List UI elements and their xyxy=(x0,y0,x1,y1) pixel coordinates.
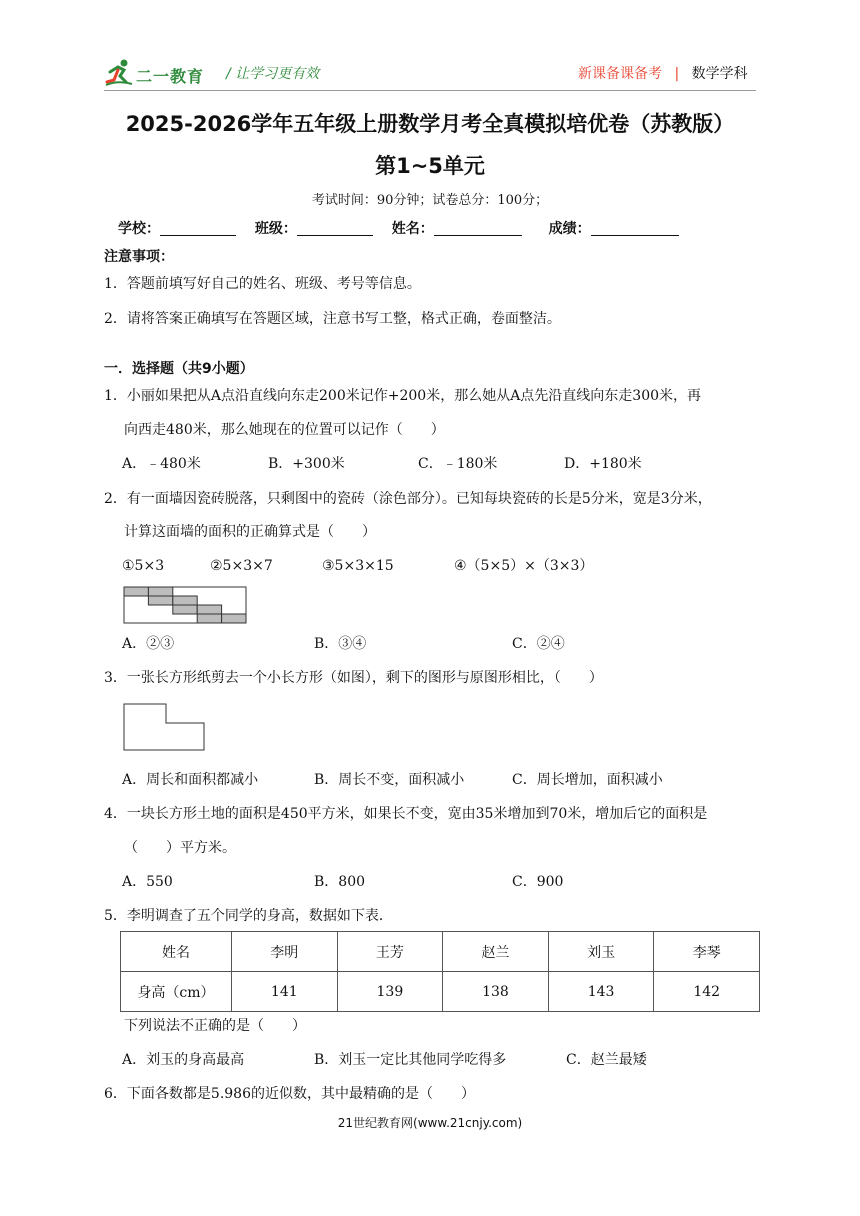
q5-option-c[interactable]: C．赵兰最矮 xyxy=(566,1052,647,1068)
q4-option-a[interactable]: A．550 xyxy=(122,874,173,890)
student-fields xyxy=(118,218,679,238)
q1-option-a[interactable]: A．﹣480米 xyxy=(122,456,201,472)
table-cell: 142 xyxy=(654,972,760,1012)
q5-stem: 5．李明调查了五个同学的身高，数据如下表． xyxy=(104,908,393,924)
table-cell: 139 xyxy=(337,972,443,1012)
q4-stem-cont: （ ）平方米。 xyxy=(124,840,236,856)
tile-shaded xyxy=(124,587,148,596)
slogan: / 让学习更有效 xyxy=(226,66,320,82)
score-label: 成绩： xyxy=(548,221,591,237)
page-footer: 21世纪教育网(www.21cnjy.com) xyxy=(337,1116,523,1130)
q4-option-c[interactable]: C．900 xyxy=(512,874,564,890)
table-header-cell: 刘玉 xyxy=(548,932,654,972)
school-label: 学校： xyxy=(118,221,160,237)
q3-option-b[interactable]: B．周长不变，面积减小 xyxy=(314,772,465,788)
logo xyxy=(104,58,214,88)
q1-option-b[interactable]: B．+300米 xyxy=(268,456,345,472)
cut-rectangle-figure xyxy=(123,703,205,751)
note-item: 2．请将答案正确填写在答题区域，注意书写工整，格式正确，卷面整洁。 xyxy=(104,311,561,327)
q2-formula: ②5×3×7 xyxy=(210,558,273,574)
q3-option-c[interactable]: C．周长增加，面积减小 xyxy=(512,772,663,788)
class-label: 班级： xyxy=(254,221,297,237)
name-field[interactable] xyxy=(434,221,522,236)
class-field[interactable] xyxy=(297,221,373,236)
header-subject: 数学学科 xyxy=(691,66,748,82)
table-row-label: 身高（cm） xyxy=(121,972,232,1012)
table-header-cell: 王芳 xyxy=(337,932,443,972)
name-label: 姓名： xyxy=(391,221,434,237)
tile-shaded xyxy=(148,587,172,596)
school-field[interactable] xyxy=(160,221,236,236)
tile-shaded xyxy=(197,614,221,623)
q2-formula: ④（5×5）×（3×3） xyxy=(454,558,594,574)
q1-stem: 1．小丽如果把从A点沿直线向东走200米记作+200米，那么她从A点先沿直线向东走300米，再 xyxy=(104,388,702,404)
table-header-cell: 姓名 xyxy=(121,932,232,972)
q5-option-a[interactable]: A．刘玉的身高最高 xyxy=(122,1052,245,1068)
page-subtitle: 第1~5单元 xyxy=(375,154,485,178)
tile-shaded xyxy=(222,614,246,623)
exam-info: 考试时间：90分钟；试卷总分：100分； xyxy=(311,193,549,208)
q3-option-a[interactable]: A．周长和面积都减小 xyxy=(122,772,259,788)
notes-heading: 注意事项： xyxy=(104,249,174,265)
table-cell: 138 xyxy=(443,972,549,1012)
tile-shaded xyxy=(148,596,172,605)
q4-stem: 4．一块长方形土地的面积是450平方米，如果长不变，宽由35米增加到70米，增加后它的面积是 xyxy=(104,806,708,822)
q2-option-a[interactable]: A．②③ xyxy=(122,636,175,652)
tile-shaded xyxy=(173,605,197,614)
header-rule xyxy=(104,90,756,91)
q1-option-d[interactable]: D．+180米 xyxy=(564,456,642,472)
section-heading: 一．选择题（共9小题） xyxy=(104,361,254,377)
q5-option-b[interactable]: B．刘玉一定比其他同学吃得多 xyxy=(314,1052,507,1068)
header-divider: | xyxy=(674,66,680,82)
q2-stem-cont: 计算这面墙的面积的正确算式是（ ） xyxy=(124,524,376,540)
table-row xyxy=(121,932,760,972)
q2-stem: 2．有一面墙因瓷砖脱落，只剩图中的瓷砖（涂色部分）。已知每块瓷砖的长是5分米，宽是3分米， xyxy=(104,491,712,507)
q2-option-b[interactable]: B．③④ xyxy=(314,636,367,652)
score-field[interactable] xyxy=(591,221,679,236)
logo-text: 二一教育 xyxy=(136,67,205,86)
q1-stem-cont: 向西走480米，那么她现在的位置可以记作（ ） xyxy=(124,422,445,438)
header-right-label: 新课备课备考 xyxy=(578,66,662,82)
tile-shaded xyxy=(173,596,197,605)
q2-option-c[interactable]: C．②④ xyxy=(512,636,565,652)
table-cell: 141 xyxy=(232,972,338,1012)
q3-stem: 3．一张长方形纸剪去一个小长方形（如图），剩下的图形与原图形相比，（ ） xyxy=(104,670,603,686)
q5-prompt: 下列说法不正确的是（ ） xyxy=(124,1018,306,1034)
table-header-cell: 李琴 xyxy=(654,932,760,972)
q1-option-c[interactable]: C．﹣180米 xyxy=(418,456,498,472)
runner-logo-icon xyxy=(104,58,134,88)
height-table xyxy=(120,931,760,1012)
q2-formula: ③5×3×15 xyxy=(322,558,394,574)
q2-formula: ①5×3 xyxy=(122,558,165,574)
header-right xyxy=(578,63,748,83)
tile-shaded xyxy=(197,605,221,614)
q6-stem: 6．下面各数都是5.986的近似数，其中最精确的是（ ） xyxy=(104,1086,475,1102)
page-title: 2025-2026学年五年级上册数学月考全真模拟培优卷（苏教版） xyxy=(125,112,735,136)
table-cell: 143 xyxy=(548,972,654,1012)
tile-wall-figure xyxy=(123,586,249,624)
table-header-cell: 李明 xyxy=(232,932,338,972)
table-row xyxy=(121,972,760,1012)
q4-option-b[interactable]: B．800 xyxy=(314,874,366,890)
note-item: 1．答题前填写好自己的姓名、班级、考号等信息。 xyxy=(104,276,421,292)
table-header-cell: 赵兰 xyxy=(443,932,549,972)
